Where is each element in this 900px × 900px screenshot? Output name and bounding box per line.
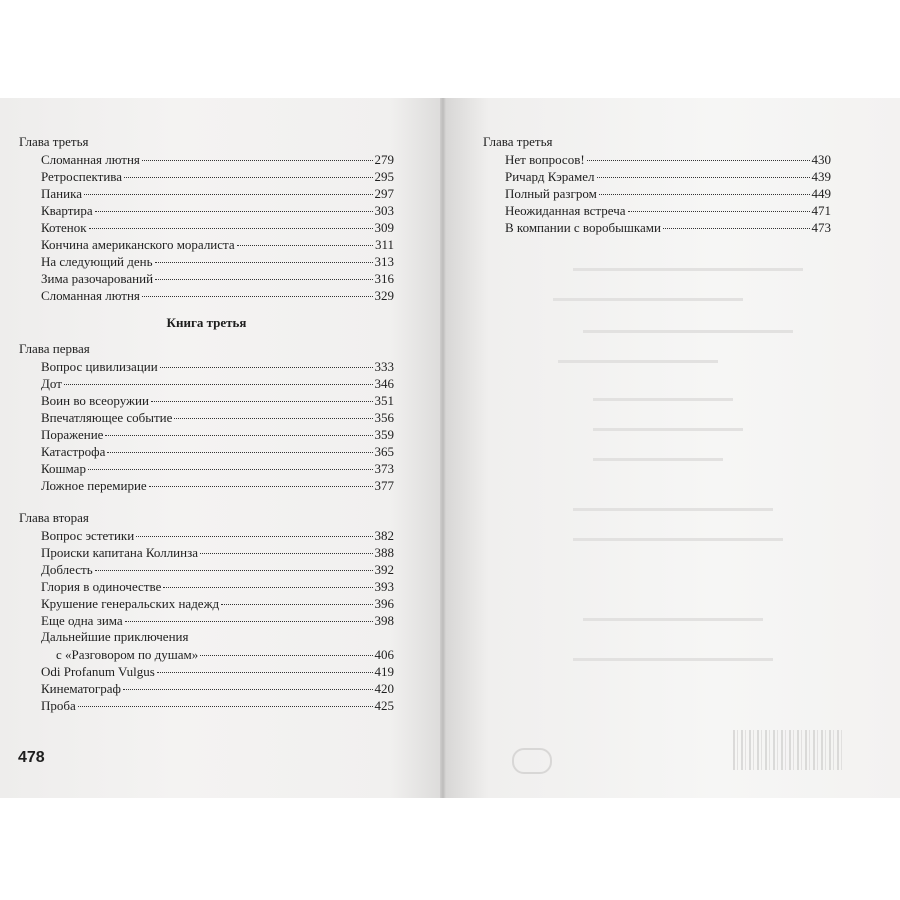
book-spread (0, 98, 900, 798)
toc-entry: Происки капитана Коллинза 388 (19, 543, 394, 560)
bleed-through-line (573, 658, 773, 661)
toc-entry: Еще одна зима 398 (19, 611, 394, 628)
chapter-heading: Глава третья (483, 134, 553, 149)
chapter-heading: Глава третья (19, 134, 89, 149)
toc-entry: Odi Profanum Vulgus 419 (19, 662, 394, 679)
book-title: Книга третья (166, 315, 247, 330)
toc-entry: Кинематограф 420 (19, 679, 394, 696)
toc-entry: Вопрос эстетики 382 (19, 526, 394, 543)
bleed-through-line (593, 398, 733, 401)
toc-entry: Нет вопросов! 430 (483, 150, 831, 167)
page-number: 478 (18, 749, 45, 766)
toc-entry: Полный разгром 449 (483, 184, 831, 201)
toc-entry: Сломанная лютня 279 (19, 150, 394, 167)
toc-entry: Доблесть 392 (19, 560, 394, 577)
toc-entry: На следующий день 313 (19, 252, 394, 269)
toc-left (19, 133, 394, 713)
age-badge-bleed-through (512, 748, 552, 774)
bleed-through-line (558, 360, 718, 363)
toc-entry: Дот 346 (19, 374, 394, 391)
toc-entry: Паника 297 (19, 184, 394, 201)
bleed-through-line (573, 268, 803, 271)
toc-entry: В компании с воробышками 473 (483, 218, 831, 235)
toc-entry: Котенок 309 (19, 218, 394, 235)
bleed-through-line (573, 538, 783, 541)
toc-entry: Кончина американского моралиста 311 (19, 235, 394, 252)
bleed-through-line (593, 458, 723, 461)
toc-entry: Проба 425 (19, 696, 394, 713)
toc-entry: Неожиданная встреча 471 (483, 201, 831, 218)
toc-entry: Ричард Кэрамел 439 (483, 167, 831, 184)
toc-entry: Сломанная лютня 329 (19, 286, 394, 303)
barcode-bleed-through (733, 730, 843, 770)
bleed-through-line (593, 428, 743, 431)
toc-entry: Катастрофа 365 (19, 442, 394, 459)
toc-entry: Ложное перемирие 377 (19, 476, 394, 493)
toc-entry: Впечатляющее событие 356 (19, 408, 394, 425)
section-gap (19, 493, 394, 509)
toc-entry: Кошмар 373 (19, 459, 394, 476)
toc-entry: Глория в одиночестве 393 (19, 577, 394, 594)
toc-entry: Зима разочарований 316 (19, 269, 394, 286)
toc-entry: с «Разговором по душам» 406 (19, 645, 394, 662)
bleed-through-line (573, 508, 773, 511)
toc-entry: Крушение генеральских надежд 396 (19, 594, 394, 611)
toc-entry: Воин во всеоружии 351 (19, 391, 394, 408)
chapter-heading: Глава вторая (19, 510, 89, 525)
toc-right (483, 133, 831, 235)
toc-entry: Поражение 359 (19, 425, 394, 442)
book-gutter (440, 98, 446, 798)
toc-entry: Вопрос цивилизации 333 (19, 357, 394, 374)
bleed-through-line (553, 298, 743, 301)
bleed-through-line (583, 330, 793, 333)
chapter-heading: Глава первая (19, 341, 90, 356)
toc-entry: Ретроспектива 295 (19, 167, 394, 184)
bleed-through-line (583, 618, 763, 621)
toc-entry-first-line: Дальнейшие приключения (41, 629, 189, 644)
toc-entry: Квартира 303 (19, 201, 394, 218)
